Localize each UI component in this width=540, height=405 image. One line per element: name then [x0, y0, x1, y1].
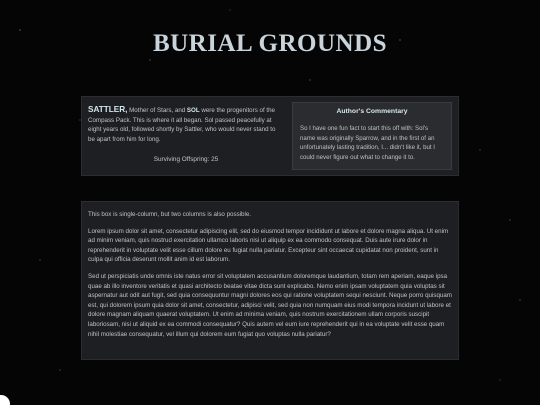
intro-text-part-1: Mother of Stars, and	[127, 107, 187, 114]
intro-text-part-2: were the progenitors of the Compass Pack. This is where it all began. Sol passed peacefully at eight years old, followed shortly by Sattler, who would never stand to be apart from him for long.	[88, 107, 276, 143]
main-content-panel	[81, 201, 459, 360]
main-paragraph: This box is single-column, but two columns is also possible.	[88, 211, 252, 218]
intro-text	[88, 105, 284, 144]
corner-circle-decoration	[0, 395, 10, 405]
progenitor-name-sol: SOL	[186, 107, 200, 114]
intro-panel	[81, 96, 459, 176]
progenitor-name-sattler: SATTLER,	[88, 105, 128, 114]
commentary-title: Author's Commentary	[336, 108, 408, 115]
commentary-body: So I have one fun fact to start this off with: Sol's name was originally Sparrow, and in the first of an unfortunately lasting tradition, I... didn't like it, but I could never figure out what to change it to.	[300, 125, 435, 161]
main-paragraph: Lorem ipsum dolor sit amet, consectetur adipiscing elit, sed do eiusmod tempor incididunt ut labore et dolore magna aliqua. Ut enim ad minim veniam, quis nostrud exercitation ullamco laboris nisi ut aliquip ex ea commodo consequat. Duis aute irure dolor in reprehenderit in voluptate velit esse cillum dolore eu fugiat nulla pariatur. Excepteur sint occaecat cupidatat non proident, sunt in culpa qui officia deserunt mollit anim id est laborum.	[88, 227, 449, 264]
page-title: BURIAL GROUNDS	[152, 30, 388, 57]
surviving-offspring-count: Surviving Offspring: 25	[153, 156, 219, 163]
main-paragraph: Sed ut perspiciatis unde omnis iste natus error sit voluptatem accusantium doloremque laudantium, totam rem aperiam, eaque ipsa quae ab illo inventore veritatis et quasi architecto beatae vitae dicta sunt explicabo. Nemo enim ipsam voluptatem quia voluptas sit aspernatur aut odit aut fugit, sed quia consequuntur magni dolores eos qui ratione voluptatem sequi nesciunt. Neque porro quisquam est, qui dolorem ipsum quia dolor sit amet, consectetur, adipisci velit, sed quia non numquam eius modi tempora incidunt ut labore et dolore magnam aliquam quaerat voluptatem. Ut enim ad minima veniam, quis nostrum exercitationem ullam corporis suscipit laboriosam, nisi ut aliquid ex ea commodi consequatur? Quis autem vel eum iure reprehenderit qui in ea voluptate velit esse quam nihil molestiae consequatur, vel illum qui dolorem eum fugiat quo voluptas nulla pariatur?	[88, 272, 452, 338]
author-commentary-box	[292, 102, 452, 170]
